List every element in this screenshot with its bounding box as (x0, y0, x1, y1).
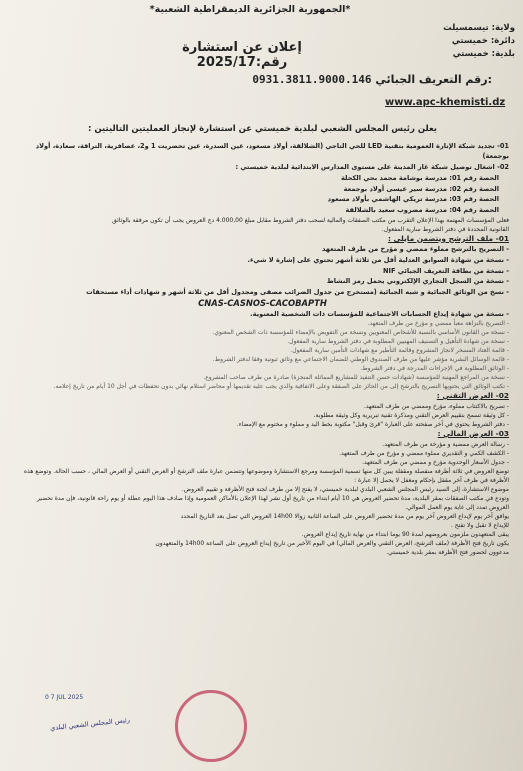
announcement-title: إعلان عن استشارة رقم:2025/17 (182, 40, 302, 70)
financial-item: - رسالة العرض ممضية و مؤرخة من طرف المتعهد. (382, 440, 509, 448)
submission-paragraph: مدعوون لحضور فتح الأظرفة بمقر بلدية خميستي. (386, 548, 509, 556)
commune-label: بلدية: خميستي (452, 49, 515, 59)
detail-item: - قائمة الوسائل البشرية مؤشر عليها من طرف الصندوق الوطني للضمان الاجتماعي مع وثائق ثبوتية وفقا لدفتر الشروط. (212, 356, 509, 364)
candidacy-item: - نسخة من بطاقة التعريف الجبائي NIF (382, 266, 509, 275)
candidacy-heading: 01- ملف الترشح ويتضمن مايلي : (388, 233, 509, 243)
announcement-body (16, 118, 509, 557)
technical-item: - تصريح بالاكتتاب مملوء، مؤرخ وممضي من طرف المتعهد. (364, 402, 509, 410)
candidacy-item: - نسخ من الوثائق الجبائية و شبه الجبائية (مستخرج من جدول الضرائب مصفى ومجدول أقل من ثلاثة أشهر و شهادات أداء مستحقات (86, 288, 509, 297)
stamp-date: 0 7 JUL 2025 (45, 694, 84, 701)
signature-stamp (10, 690, 180, 756)
note-2: القانونية المحددة في دفتر الشروط سارية المفعول. (381, 225, 509, 233)
detail-item: - تكتب الوثائق التي يحتويها التصريح بالترشح إلى من الحائز على الصفقة وعلى الاتفاقية والذي يجب عليه تقديمها أو محاضر استلام نهائي بدون تحفظات في أجل 10 أيام من تاريخ إعلامه. (53, 383, 509, 391)
lot-2: الحصة رقم 02: مدرسة سير عيسى أولاد بوجمعة (343, 184, 499, 193)
candidacy-item: - نسخة من شهادة السوابق العدلية أقل من ثلاثة أشهر تحتوي على إشارة لا شيء. (247, 256, 509, 265)
candidacy-item: - نسخة من السجل التجاري الإلكتروني يحمل رمز النشاط (326, 277, 509, 286)
tax-id-label: رقم التعريف الجبائي: (375, 73, 492, 86)
lot-4: الحصة رقم 04: مدرسة مضروب سعيد بالشلالقة (345, 205, 499, 214)
submission-paragraph: للإيداع لا تقبل ولا تفتح . (450, 521, 509, 529)
website-link[interactable]: www.apc-khemisti.dz (385, 97, 506, 108)
operation-2: 02- اشغال توصيل شبكة غاز المدينة على مستوى المدارس الابتدائية لبلدية خميستي : (235, 163, 509, 172)
technical-item: - دفتر الشروط يحتوي في آخر صفحته على العبارة "قرئ وقبل" مكتوبة بخط اليد و مملوء و مختوم مع الإمضاء. (236, 420, 509, 428)
submission-paragraph: يوافق آخر يوم لإيداع العروض آخر يوم من مدة تحضير العروض على الساعة الثانية زوالا 14h00 العروض التي تصل بعد التاريخ المحدد (180, 512, 509, 520)
tax-id-line (192, 73, 492, 86)
candidacy-item: - التصريح بالترشح مملوء ممضي و مؤرخ من طرف المتعهد (321, 245, 509, 254)
submission-paragraph: توضع العروض في ثلاثة أظرفة منفصلة ومقفلة يبين كل منها تسمية المؤسسة ومرجع الاستشارة وموضوعها وتتضمن عبارة ملف الترشح أو العرض التقني أو العرض المالي ، حسب الحالة. وتوضع هذه الأظرفة في ظرف آخر مقفل بإحكام ومغفل لا يحمل إلا عبارة : (23, 467, 509, 484)
detail-item: - الوثائق المطلوبة في الإجراءات المدرجة في دفتر الشروط. (360, 365, 509, 373)
technical-offer-heading: 02- العرض التقني : (436, 391, 509, 401)
detail-item: - نسخة من المراجع المهنية للمؤسسة (شهادات حسن التنفيذ للمشاريع المماثلة المنجزة) صادرة من طرف صاحب المشروع. (203, 374, 509, 382)
note-1: فعلى المؤسسات المهتمة بهذا الإعلان التقرب من مكتب الصفقات والمالية لسحب دفتر الشروط مقابل مبلغ 4.000,00 دج العروض يجب أن تكون مرفقة بالوثائق (112, 216, 509, 224)
financial-item: - جدول الأسعار الوحدوية مؤرخ و ممضي من طرف المتعهد. (362, 458, 509, 466)
wilaya-label: ولاية: تيسمسيلت (443, 23, 515, 33)
financial-item: - الكشف الكمي و التقديري مملوء ممضي و مؤرخ من طرف المتعهد. (339, 449, 509, 457)
lot-3: الحصة رقم 03: مدرسة تريكي الهاشمي بأولاد مسعود (327, 195, 499, 204)
financial-offer-heading: 03- العرض المالي : (437, 428, 509, 438)
official-seal-icon (175, 690, 247, 762)
detail-item: - نسخة من القانون الأساسي بالنسبة للأشخاص المعنويين ونسخة من التفويض بالإمضاء للمؤسسة ذات الشخص المعنوي. (212, 329, 509, 337)
intro-paragraph: يعلن رئيس المجلس الشعبي لبلدية خميستي عن استشارة لإنجاز العمليتين التاليتين : (88, 124, 437, 134)
operation-1: 01- تجديد شبكة الإنارة العمومية بتقنية LED للحي التاجي (الشلالقة، أولاد مسعود، عين السدرة، عين تحضريت 1 و2، عصافرية، التراقة، سعادة، أولاد بوجمعة) (35, 141, 509, 161)
republic-header: *الجمهورية الجزائرية الديمقراطية الشعبية* (149, 4, 351, 15)
candidacy-item: - نسخة من شهادة إيداع الحسابات الاجتماعية للمؤسسات ذات الشخصية المعنوية. (250, 309, 509, 318)
submission-paragraph: وتودع في مكتب الصفقات بمقر البلدية، مدة تحضير العروض هي 10 أيام ابتداء من تاريخ أول نشر لهذا الإعلان بالأماكن العمومية وإذا صادف هذا اليوم عطلة أو يوم راحة قانونية، فإن مدة تحضير العروض تمدد إلى غاية يوم العمل الموالي. (36, 494, 509, 511)
technical-item: - كل وثيقة تسمح بتقييم العرض التقني ومذكرة تقنية تبريرية وكل وثيقة مطلوبة. (313, 411, 509, 419)
mayor-signature-label: رئيس المجلس الشعبي البلدي (49, 715, 131, 733)
submission-paragraph: يكون تاريخ فتح الأظرفة (ملف الترشح، العرض التقني والعرض المالي) في اليوم الأخير من تاريخ إيداع العروض على الساعة 14h00 والمتعهدون (155, 539, 509, 547)
lot-1: الحصة رقم 01: مدرسة بوشامة محمد بحي الكحلة (341, 173, 499, 182)
submission-paragraph: يبقى المتعهدون ملزمون بعروضهم لمدة 90 يوما ابتداء من نهاية تاريخ إيداع العروض. (301, 530, 509, 538)
tax-id-value: 0931.3811.9000.146 (252, 73, 372, 86)
detail-item: - قائمة العتاد المسخر لانجاز المشروع وقائمة التأطير مع شهادات التأمين سارية المفعول. (290, 347, 509, 355)
detail-item: - نسخة من شهادة التأهيل و التصنيف المهنيين المطلوبة في دفتر الشروط سارية المفعول. (287, 338, 509, 346)
submission-paragraph: موضوع الاستشارة، إلى السيد رئيس المجلس الشعبي البلدي لبلدية خميستي، لا يفتح إلا من طرف لجنة فتح الأظرفة و تقييم العروض. (181, 485, 509, 493)
social-funds-codes: CNAS-CASNOS-CACOBAPTH (198, 297, 327, 308)
daira-label: دائرة: خميستي (451, 36, 515, 46)
detail-item: - التصريح بالنزاهة معبأ ممضي و مؤرخ من طرف المتعهد. (367, 320, 509, 328)
administration-block (443, 22, 515, 61)
